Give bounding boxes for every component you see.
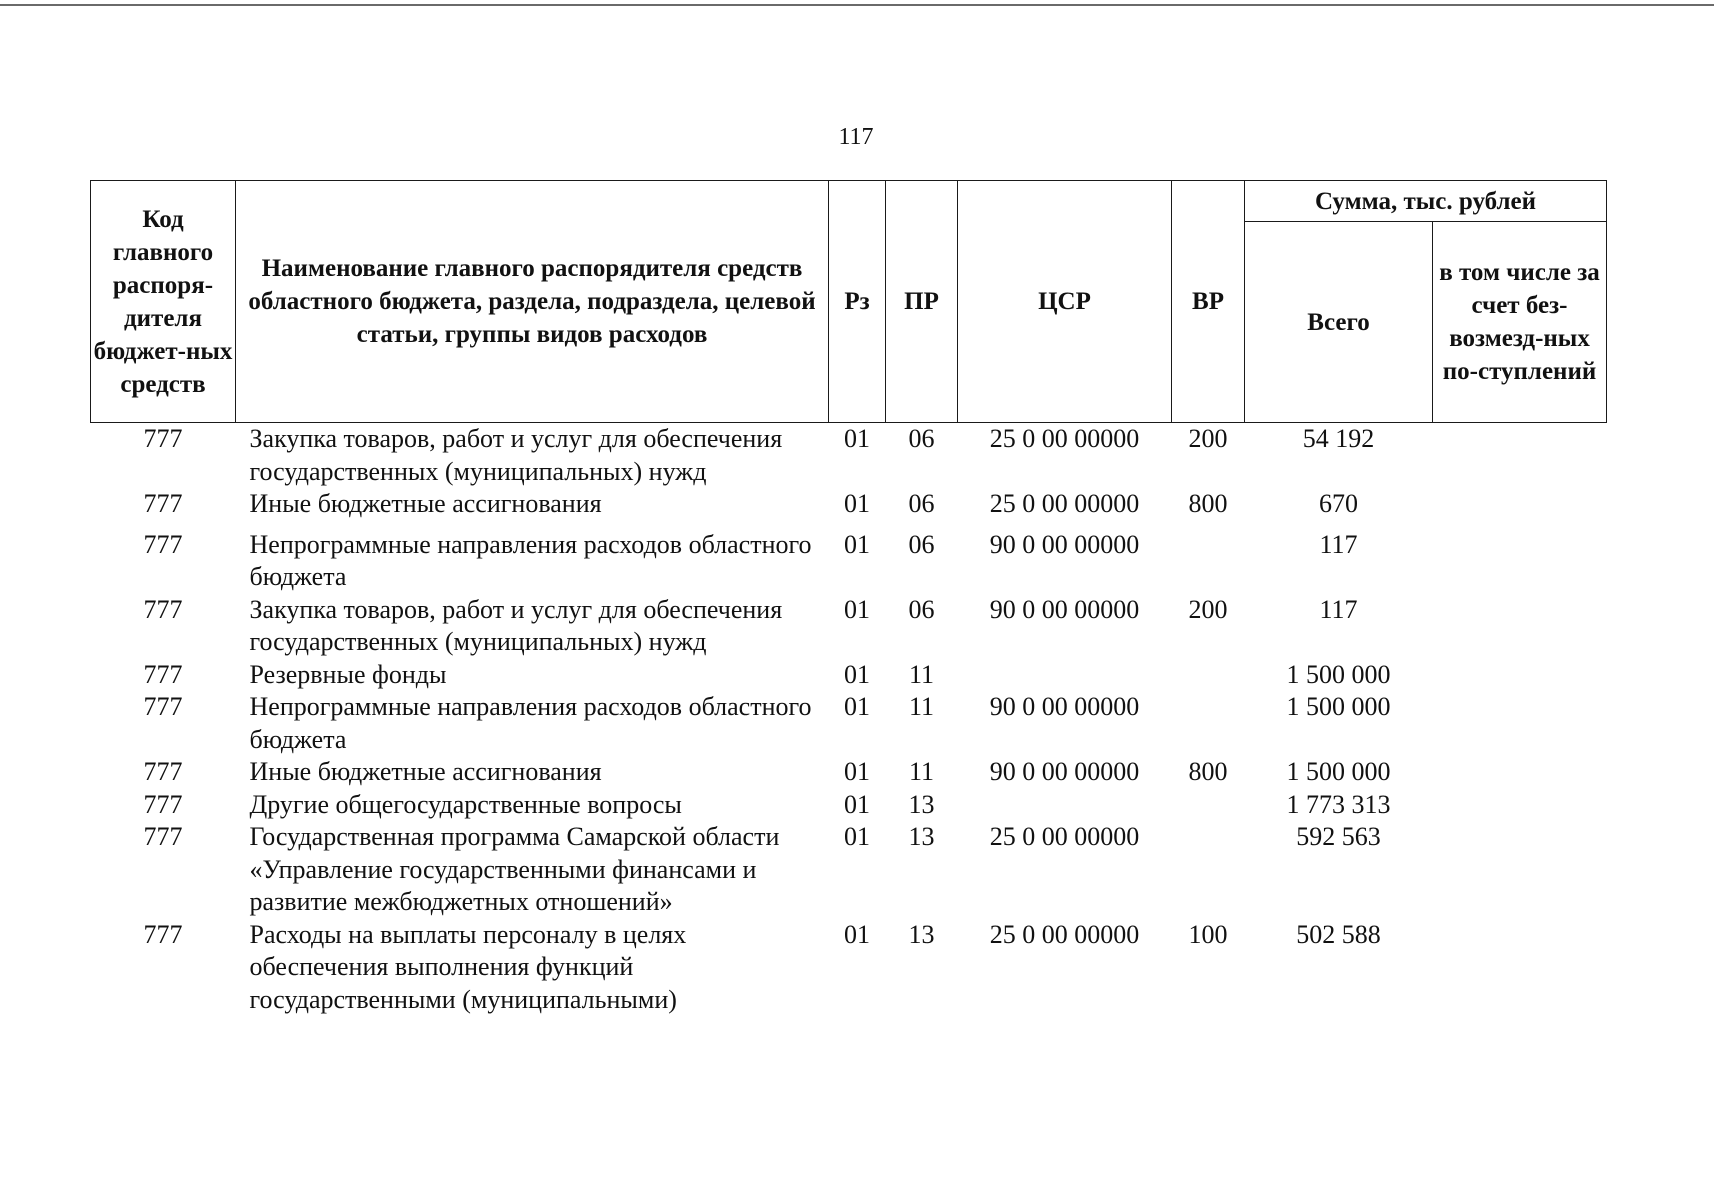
cell-code: 777	[143, 489, 183, 518]
cell-free-receipts	[1433, 691, 1607, 756]
cell-code: 777	[143, 659, 183, 689]
cell-vr: 800	[1188, 757, 1228, 786]
cell-name: Иные бюджетные ассигнования	[249, 757, 602, 786]
cell-name: Закупка товаров, работ и услуг для обеспечения государственных (муниципальных) нужд	[249, 594, 783, 656]
cell-name: Государственная программа Самарской области «Управление государственными финансами и развитие межбюджетных отношений»	[249, 822, 780, 916]
table-row	[91, 789, 1607, 822]
cell-vr: 200	[1188, 594, 1228, 624]
cell-csr	[958, 659, 1172, 692]
cell-free-receipts	[1433, 821, 1607, 919]
cell-pr: 06	[908, 594, 935, 624]
table-header	[91, 181, 1607, 423]
cell-vr	[1172, 821, 1245, 919]
cell-rz: 01	[844, 529, 870, 559]
header-pr: ПР	[886, 181, 958, 423]
cell-vr	[1172, 789, 1245, 822]
cell-free-receipts	[1433, 659, 1607, 692]
cell-pr: 13	[908, 789, 935, 819]
cell-free-receipts	[1433, 423, 1607, 489]
cell-rz: 01	[844, 789, 870, 819]
table-row	[91, 659, 1607, 692]
cell-free-receipts	[1433, 756, 1607, 789]
cell-pr: 11	[908, 659, 935, 689]
header-sum-group: Сумма, тыс. рублей	[1245, 181, 1607, 222]
cell-rz: 01	[844, 757, 870, 786]
cell-total: 1 500 000	[1286, 659, 1391, 689]
header-name: Наименование главного распорядителя средств областного бюджета, раздела, подраздела, целевой статьи, группы видов расходов	[236, 181, 829, 423]
cell-pr: 13	[908, 822, 935, 851]
cell-total: 670	[1319, 489, 1358, 518]
table-row	[91, 756, 1607, 789]
cell-name: Иные бюджетные ассигнования	[249, 489, 602, 518]
cell-total: 1 500 000	[1286, 692, 1391, 721]
cell-rz: 01	[844, 424, 870, 453]
cell-code: 777	[143, 529, 183, 559]
cell-pr: 06	[908, 529, 935, 559]
cell-free-receipts	[1433, 488, 1607, 521]
header-csr: ЦСР	[958, 181, 1172, 423]
cell-vr	[1172, 659, 1245, 692]
header-code: Код главного распоря-дителя бюджет-ных средств	[91, 181, 236, 423]
cell-free-receipts	[1433, 521, 1607, 594]
table-row	[91, 488, 1607, 521]
cell-total: 592 563	[1296, 822, 1381, 851]
cell-free-receipts	[1433, 789, 1607, 822]
cell-rz: 01	[844, 489, 870, 518]
cell-csr: 90 0 00 00000	[989, 594, 1140, 624]
cell-rz: 01	[844, 659, 870, 689]
table-row	[91, 821, 1607, 919]
cell-code: 777	[143, 692, 183, 721]
cell-rz: 01	[844, 692, 870, 721]
cell-code: 777	[143, 424, 183, 453]
cell-code: 777	[143, 757, 183, 786]
cell-csr: 90 0 00 00000	[989, 529, 1140, 559]
cell-csr: 25 0 00 00000	[989, 489, 1140, 518]
cell-pr: 11	[908, 757, 935, 786]
header-vr: ВР	[1172, 181, 1245, 423]
cell-name: Расходы на выплаты персоналу в целях обеспечения выполнения функций государственными (муниципальными)	[249, 919, 687, 1014]
header-rz: Рз	[829, 181, 886, 423]
cell-rz: 01	[844, 919, 870, 949]
table-row	[91, 521, 1607, 594]
cell-name: Непрограммные направления расходов областного бюджета	[249, 692, 812, 754]
cell-pr: 06	[908, 424, 935, 453]
cell-vr: 100	[1188, 919, 1228, 949]
cell-pr: 06	[908, 489, 935, 518]
cell-name: Другие общегосударственные вопросы	[249, 789, 682, 819]
cell-code: 777	[143, 822, 183, 851]
cell-total: 117	[1319, 529, 1358, 559]
table-row	[91, 691, 1607, 756]
header-total: Всего	[1245, 222, 1433, 423]
cell-code: 777	[143, 594, 183, 624]
cell-name: Резервные фонды	[249, 659, 447, 689]
top-border-line	[0, 4, 1714, 6]
table-row	[91, 594, 1607, 659]
cell-rz: 01	[844, 822, 870, 851]
cell-name: Закупка товаров, работ и услуг для обеспечения государственных (муниципальных) нужд	[249, 424, 783, 486]
cell-csr: 90 0 00 00000	[989, 692, 1140, 721]
cell-csr: 25 0 00 00000	[989, 919, 1140, 949]
cell-vr: 200	[1188, 424, 1228, 453]
cell-csr	[958, 789, 1172, 822]
cell-code: 777	[143, 789, 183, 819]
cell-name: Непрограммные направления расходов областного бюджета	[249, 529, 812, 591]
cell-total: 1 500 000	[1286, 757, 1391, 786]
cell-pr: 11	[908, 692, 935, 721]
cell-total: 54 192	[1302, 424, 1375, 453]
cell-total: 117	[1319, 594, 1358, 624]
table-row	[91, 919, 1607, 1017]
table-body	[91, 423, 1607, 1017]
cell-vr	[1172, 691, 1245, 756]
cell-rz: 01	[844, 594, 870, 624]
budget-table	[90, 180, 1607, 1016]
cell-csr: 25 0 00 00000	[989, 822, 1140, 851]
cell-vr	[1172, 521, 1245, 594]
cell-csr: 25 0 00 00000	[989, 424, 1140, 453]
cell-code: 777	[143, 919, 183, 949]
cell-total: 1 773 313	[1286, 789, 1391, 819]
cell-total: 502 588	[1296, 919, 1381, 949]
cell-csr: 90 0 00 00000	[989, 757, 1140, 786]
page-number: 117	[838, 124, 874, 150]
cell-free-receipts	[1433, 919, 1607, 1017]
cell-vr: 800	[1188, 489, 1228, 518]
table-row	[91, 423, 1607, 489]
header-free-receipts: в том числе за счет без-возмезд-ных по-ступлений	[1433, 222, 1607, 423]
cell-free-receipts	[1433, 594, 1607, 659]
cell-pr: 13	[908, 919, 935, 949]
